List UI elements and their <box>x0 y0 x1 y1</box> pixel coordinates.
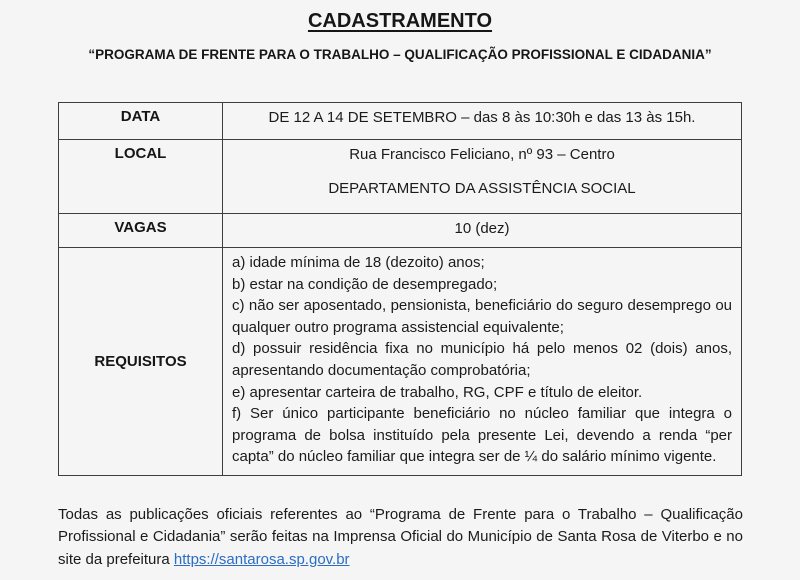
row-value-requisitos <box>223 248 742 476</box>
footer-paragraph <box>58 504 743 571</box>
requisito-item-e: e) apresentar carteira de trabalho, RG, CPF e título de eleitor. <box>232 383 643 401</box>
row-value-local <box>223 140 742 214</box>
row-value-data: DE 12 A 14 DE SETEMBRO – das 8 às 10:30h e das 13 às 15h. <box>223 103 742 140</box>
program-subtitle: “PROGRAMA DE FRENTE PARA O TRABALHO – QUALIFICAÇÃO PROFISSIONAL E CIDADANIA” <box>88 47 712 62</box>
prefeitura-link[interactable]: https://santarosa.sp.gov.br <box>173 550 350 568</box>
row-label-data: DATA <box>59 103 223 140</box>
table-row-local <box>59 140 742 214</box>
requisito-item-a: a) idade mínima de 18 (dezoito) anos; <box>232 254 485 271</box>
local-department-line: DEPARTAMENTO DA ASSISTÊNCIA SOCIAL <box>328 180 636 197</box>
page-title: CADASTRAMENTO <box>307 10 493 32</box>
requisito-item-b: b) estar na condição de desempregado; <box>232 275 498 293</box>
row-label-requisitos: REQUISITOS <box>59 248 223 476</box>
requisito-item-c: c) não ser aposentado, pensionista, beneficiário do seguro desemprego ou qualquer outro programa assistencial equivalente; <box>232 297 732 336</box>
local-address-line: Rua Francisco Feliciano, nº 93 – Centro <box>349 146 615 163</box>
requisito-item-f: f) Ser único participante beneficiário no núcleo familiar que integra o programa de bolsa instituído pela presente Lei, devendo a renda “per capta” do núcleo familiar que integra ser de ¼ do salário mínimo vigente. <box>232 405 732 466</box>
info-table <box>58 102 742 476</box>
table-row-data <box>59 103 742 140</box>
row-label-vagas: VAGAS <box>59 214 223 248</box>
row-value-vagas: 10 (dez) <box>223 214 742 248</box>
footer-text: Todas as publicações oficiais referentes ao “Programa de Frente para o Trabalho – Qualificação Profissional e Cidadania” serão feitas na Imprensa Oficial do Município de Santa Rosa de Viterbo e no site da prefeitura <box>58 506 743 568</box>
row-label-local: LOCAL <box>59 140 223 214</box>
table-row-vagas <box>59 214 742 248</box>
requisito-item-d: d) possuir residência fixa no município há pelo menos 02 (dois) anos, apresentando documentação comprobatória; <box>232 340 732 379</box>
table-row-requisitos <box>59 248 742 476</box>
